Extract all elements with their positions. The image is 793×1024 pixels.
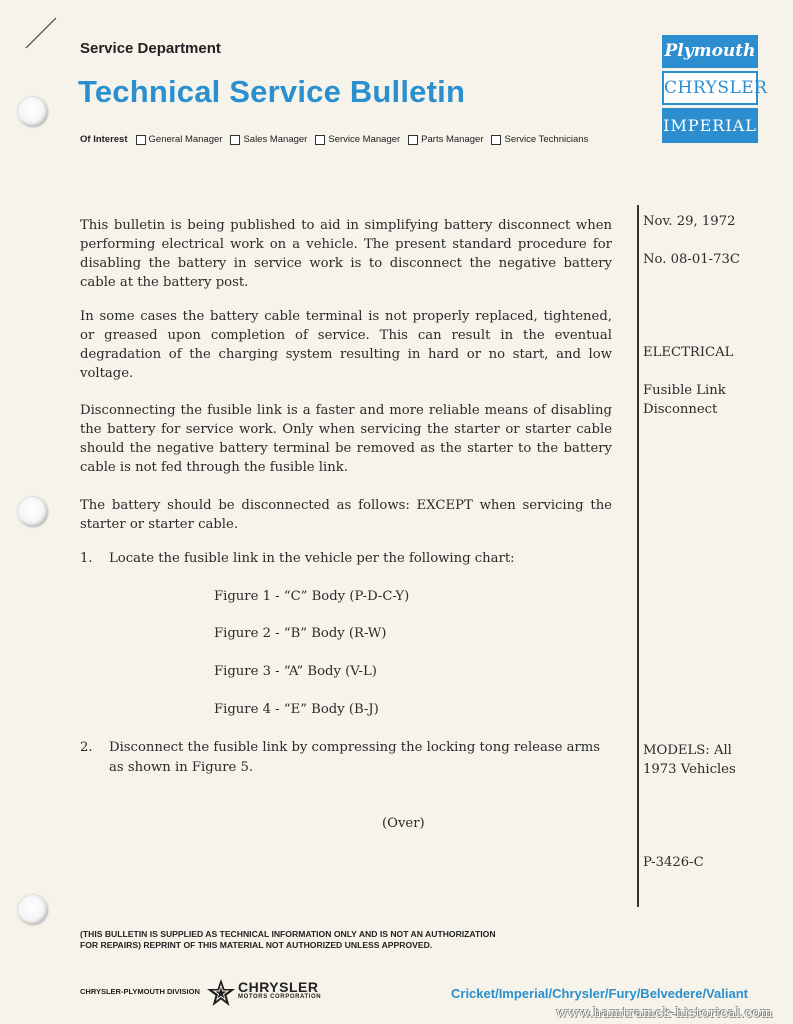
paragraph-intro: This bulletin is being published to aid in simplifying battery disconnect when performing electrical work on a vehicle. The present standard procedure for disabling the battery in service work is to disconnect the negative battery cable at the battery post. [80, 218, 612, 290]
chrysler-corp-wordmark: CHRYSLER [238, 979, 319, 995]
bulletin-number: No. 08-01-73C [643, 252, 740, 267]
of-interest-row [80, 134, 596, 145]
figure-reference-1: Figure 1 - “C” Body (P-D-C-Y) [214, 589, 410, 604]
checkbox-square-icon [408, 135, 418, 145]
disclaimer-line2: FOR REPAIRS) REPRINT OF THIS MATERIAL NOT AUTHORIZED UNLESS APPROVED. [80, 940, 433, 950]
bulletin-title: Technical Service Bulletin [78, 74, 466, 109]
publication-ref: P-3426-C [643, 855, 704, 870]
of-interest-label: Of Interest [80, 134, 128, 145]
step-number: 2. [80, 740, 93, 755]
checkbox-service-manager: Service Manager [315, 134, 400, 145]
brand-plymouth-logo: Plymouth [662, 35, 758, 68]
binder-hole-top [18, 97, 48, 127]
checkbox-square-icon [491, 135, 501, 145]
website-watermark: www.hamtramck-historical.com [556, 1006, 774, 1021]
brand-chrysler-logo: CHRYSLER [662, 71, 758, 105]
step-text-line2: as shown in Figure 5. [109, 760, 254, 775]
pentastar-icon [206, 978, 236, 1008]
figure-reference-4: Figure 4 - “E” Body (B-J) [214, 702, 379, 717]
step-text-line1: Disconnect the fusible link by compressing the locking tong release arms [109, 740, 601, 755]
disclaimer-line1: (THIS BULLETIN IS SUPPLIED AS TECHNICAL INFORMATION ONLY AND IS NOT AN AUTHORIZATION [80, 929, 496, 939]
checkbox-square-icon [315, 135, 325, 145]
models-list: Cricket/Imperial/Chrysler/Fury/Belvedere/Valiant [451, 986, 748, 1001]
models-line1: MODELS: All [643, 743, 732, 758]
pencil-mark [22, 14, 62, 54]
bulletin-date: Nov. 29, 1972 [643, 214, 736, 229]
binder-hole-bottom [18, 895, 48, 925]
chrysler-corp-subtitle: MOTORS CORPORATION [238, 994, 322, 1000]
step-2 [80, 738, 612, 778]
disclaimer [80, 929, 620, 951]
checkbox-service-technicians: Service Technicians [491, 134, 588, 145]
bulletin-topic-line2: Disconnect [643, 402, 718, 417]
checkbox-square-icon [136, 135, 146, 145]
paragraph-solution: Disconnecting the fusible link is a faster and more reliable means of disabling the battery for service work. Only when servicing the starter or starter cable should the negative battery terminal be removed as the starter to the battery cable is not fed through the fusible link. [80, 403, 612, 475]
department-label: Service Department [80, 40, 221, 57]
checkbox-parts-manager: Parts Manager [408, 134, 483, 145]
chrysler-corp-logo [238, 980, 321, 1000]
step-1 [80, 551, 612, 566]
bulletin-topic-line1: Fusible Link [643, 383, 726, 398]
over-note: (Over) [382, 816, 425, 831]
step-text: Locate the fusible link in the vehicle per the following chart: [109, 551, 515, 566]
sidebar-divider [637, 205, 639, 907]
checkbox-sales-manager: Sales Manager [230, 134, 307, 145]
bulletin-category: ELECTRICAL [643, 345, 734, 360]
models-line2: 1973 Vehicles [643, 762, 736, 777]
binder-hole-middle [18, 497, 48, 527]
division-label: CHRYSLER-PLYMOUTH DIVISION [80, 987, 200, 996]
figure-reference-2: Figure 2 - “B” Body (R-W) [214, 626, 387, 641]
step-number: 1. [80, 551, 93, 566]
paragraph-procedure: The battery should be disconnected as follows: EXCEPT when servicing the starter or starter cable. [80, 498, 612, 532]
checkbox-general-manager: General Manager [136, 134, 223, 145]
brand-imperial-logo: IMPERIAL [662, 108, 758, 143]
paragraph-problem: In some cases the battery cable terminal is not properly replaced, tightened, or greased upon completion of service. This can result in the eventual degradation of the charging system resulting in hard or no start, and low voltage. [80, 309, 612, 381]
figure-reference-3: Figure 3 - “A” Body (V-L) [214, 664, 377, 679]
checkbox-square-icon [230, 135, 240, 145]
